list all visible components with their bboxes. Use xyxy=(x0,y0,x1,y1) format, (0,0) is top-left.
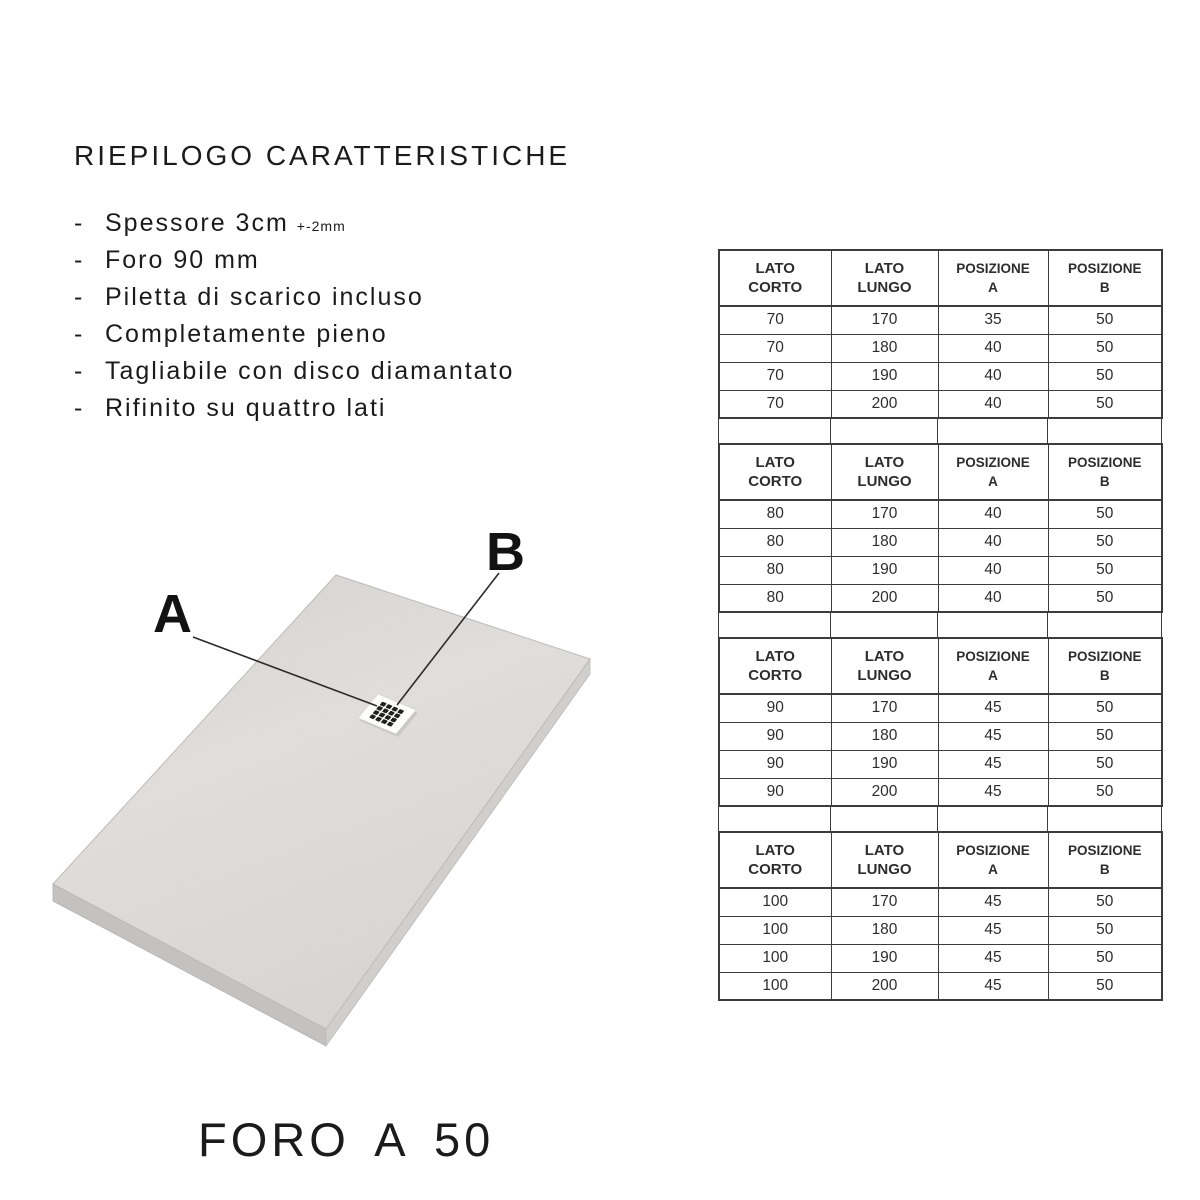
table-cell: 190 xyxy=(831,362,938,390)
bullet-dash: - xyxy=(74,209,85,237)
col-header-lato-corto: LATO CORTO xyxy=(719,638,831,694)
size-table-80 xyxy=(718,443,1163,613)
bullet-dash: - xyxy=(74,283,85,311)
table-cell: 170 xyxy=(831,500,938,528)
table-cell: 100 xyxy=(719,944,831,972)
table-row xyxy=(719,362,1162,390)
table-cell: 190 xyxy=(831,556,938,584)
table-cell: 40 xyxy=(938,556,1048,584)
table-spacer xyxy=(718,613,1162,637)
table-cell: 50 xyxy=(1048,584,1162,612)
table-cell: 40 xyxy=(938,334,1048,362)
table-row xyxy=(719,944,1162,972)
table-cell: 50 xyxy=(1048,362,1162,390)
table-cell: 45 xyxy=(938,750,1048,778)
col-header-posizione-b: POSIZIONE B xyxy=(1048,250,1162,306)
table-row xyxy=(719,528,1162,556)
table-cell: 45 xyxy=(938,778,1048,806)
header-row xyxy=(719,832,1162,888)
table-cell: 90 xyxy=(719,694,831,722)
feature-text: Tagliabile con disco diamantato xyxy=(105,357,515,385)
size-table-70 xyxy=(718,249,1163,419)
table-cell: 180 xyxy=(831,528,938,556)
table-cell: 90 xyxy=(719,778,831,806)
table-row xyxy=(719,556,1162,584)
table-cell: 50 xyxy=(1048,888,1162,916)
col-header-lato-lungo: LATO LUNGO xyxy=(831,444,938,500)
col-header-posizione-b: POSIZIONE B xyxy=(1048,638,1162,694)
table-cell: 100 xyxy=(719,972,831,1000)
bullet-dash: - xyxy=(74,320,85,348)
table-cell: 35 xyxy=(938,306,1048,334)
table-cell: 50 xyxy=(1048,778,1162,806)
table-cell: 180 xyxy=(831,334,938,362)
feature-text: Rifinito su quattro lati xyxy=(105,394,387,422)
table-cell: 90 xyxy=(719,722,831,750)
table-cell: 45 xyxy=(938,722,1048,750)
table-cell: 190 xyxy=(831,750,938,778)
feature-text: Completamente pieno xyxy=(105,320,388,348)
table-cell: 40 xyxy=(938,390,1048,418)
table-cell: 80 xyxy=(719,556,831,584)
table-row xyxy=(719,916,1162,944)
table-cell: 50 xyxy=(1048,972,1162,1000)
table-cell: 50 xyxy=(1048,944,1162,972)
col-header-lato-lungo: LATO LUNGO xyxy=(831,638,938,694)
table-cell: 45 xyxy=(938,944,1048,972)
feature-text: Foro 90 mm xyxy=(105,246,260,274)
feature-text: Spessore 3cm xyxy=(105,209,289,237)
table-cell: 70 xyxy=(719,334,831,362)
table-cell: 50 xyxy=(1048,556,1162,584)
table-cell: 80 xyxy=(719,584,831,612)
table-cell: 100 xyxy=(719,916,831,944)
table-cell: 180 xyxy=(831,722,938,750)
label-a: A xyxy=(153,584,192,644)
table-cell: 80 xyxy=(719,500,831,528)
bullet-dash: - xyxy=(74,246,85,274)
col-header-posizione-a: POSIZIONE A xyxy=(938,250,1048,306)
table-cell: 50 xyxy=(1048,694,1162,722)
table-cell: 50 xyxy=(1048,500,1162,528)
col-header-posizione-a: POSIZIONE A xyxy=(938,444,1048,500)
feature-item xyxy=(74,317,522,354)
size-table-100 xyxy=(718,831,1163,1001)
header-row xyxy=(719,444,1162,500)
table-cell: 200 xyxy=(831,972,938,1000)
feature-text: Piletta di scarico incluso xyxy=(105,283,424,311)
table-row xyxy=(719,750,1162,778)
table-row xyxy=(719,888,1162,916)
table-cell: 170 xyxy=(831,888,938,916)
table-cell: 45 xyxy=(938,888,1048,916)
feature-list xyxy=(74,206,522,428)
table-cell: 40 xyxy=(938,584,1048,612)
table-cell: 45 xyxy=(938,694,1048,722)
table-cell: 40 xyxy=(938,362,1048,390)
table-cell: 50 xyxy=(1048,390,1162,418)
table-row xyxy=(719,390,1162,418)
table-cell: 50 xyxy=(1048,750,1162,778)
table-spacer xyxy=(718,807,1162,831)
table-cell: 100 xyxy=(719,888,831,916)
table-cell: 90 xyxy=(719,750,831,778)
table-cell: 200 xyxy=(831,390,938,418)
table-cell: 70 xyxy=(719,362,831,390)
table-spacer xyxy=(718,419,1162,443)
table-row xyxy=(719,584,1162,612)
label-b: B xyxy=(486,522,525,582)
table-cell: 170 xyxy=(831,694,938,722)
col-header-posizione-a: POSIZIONE A xyxy=(938,638,1048,694)
col-header-lato-corto: LATO CORTO xyxy=(719,250,831,306)
bullet-dash: - xyxy=(74,394,85,422)
table-row xyxy=(719,694,1162,722)
table-cell: 45 xyxy=(938,972,1048,1000)
table-cell: 50 xyxy=(1048,916,1162,944)
size-tables xyxy=(718,249,1161,1001)
table-cell: 180 xyxy=(831,916,938,944)
col-header-posizione-b: POSIZIONE B xyxy=(1048,832,1162,888)
table-cell: 50 xyxy=(1048,528,1162,556)
table-row xyxy=(719,306,1162,334)
table-cell: 200 xyxy=(831,778,938,806)
table-row xyxy=(719,972,1162,1000)
header-row xyxy=(719,250,1162,306)
table-cell: 50 xyxy=(1048,306,1162,334)
table-cell: 50 xyxy=(1048,722,1162,750)
table-row xyxy=(719,500,1162,528)
bullet-dash: - xyxy=(74,357,85,385)
header-row xyxy=(719,638,1162,694)
feature-note: +-2mm xyxy=(296,218,346,234)
table-cell: 40 xyxy=(938,528,1048,556)
table-cell: 40 xyxy=(938,500,1048,528)
table-row xyxy=(719,722,1162,750)
table-cell: 190 xyxy=(831,944,938,972)
table-cell: 80 xyxy=(719,528,831,556)
col-header-lato-lungo: LATO LUNGO xyxy=(831,832,938,888)
feature-item xyxy=(74,354,522,391)
page-title: RIEPILOGO CARATTERISTICHE xyxy=(74,140,571,171)
feature-item xyxy=(74,391,522,428)
col-header-posizione-a: POSIZIONE A xyxy=(938,832,1048,888)
col-header-lato-lungo: LATO LUNGO xyxy=(831,250,938,306)
col-header-posizione-b: POSIZIONE B xyxy=(1048,444,1162,500)
col-header-lato-corto: LATO CORTO xyxy=(719,832,831,888)
table-row xyxy=(719,778,1162,806)
table-row xyxy=(719,334,1162,362)
col-header-lato-corto: LATO CORTO xyxy=(719,444,831,500)
table-cell: 70 xyxy=(719,306,831,334)
table-cell: 70 xyxy=(719,390,831,418)
table-cell: 200 xyxy=(831,584,938,612)
table-cell: 45 xyxy=(938,916,1048,944)
table-cell: 50 xyxy=(1048,334,1162,362)
feature-item xyxy=(74,243,522,280)
feature-item xyxy=(74,280,522,317)
size-table-90 xyxy=(718,637,1163,807)
tray-diagram xyxy=(20,520,640,1080)
foro-caption: FORO A 50 xyxy=(198,1113,495,1166)
feature-item xyxy=(74,206,522,243)
table-cell: 170 xyxy=(831,306,938,334)
